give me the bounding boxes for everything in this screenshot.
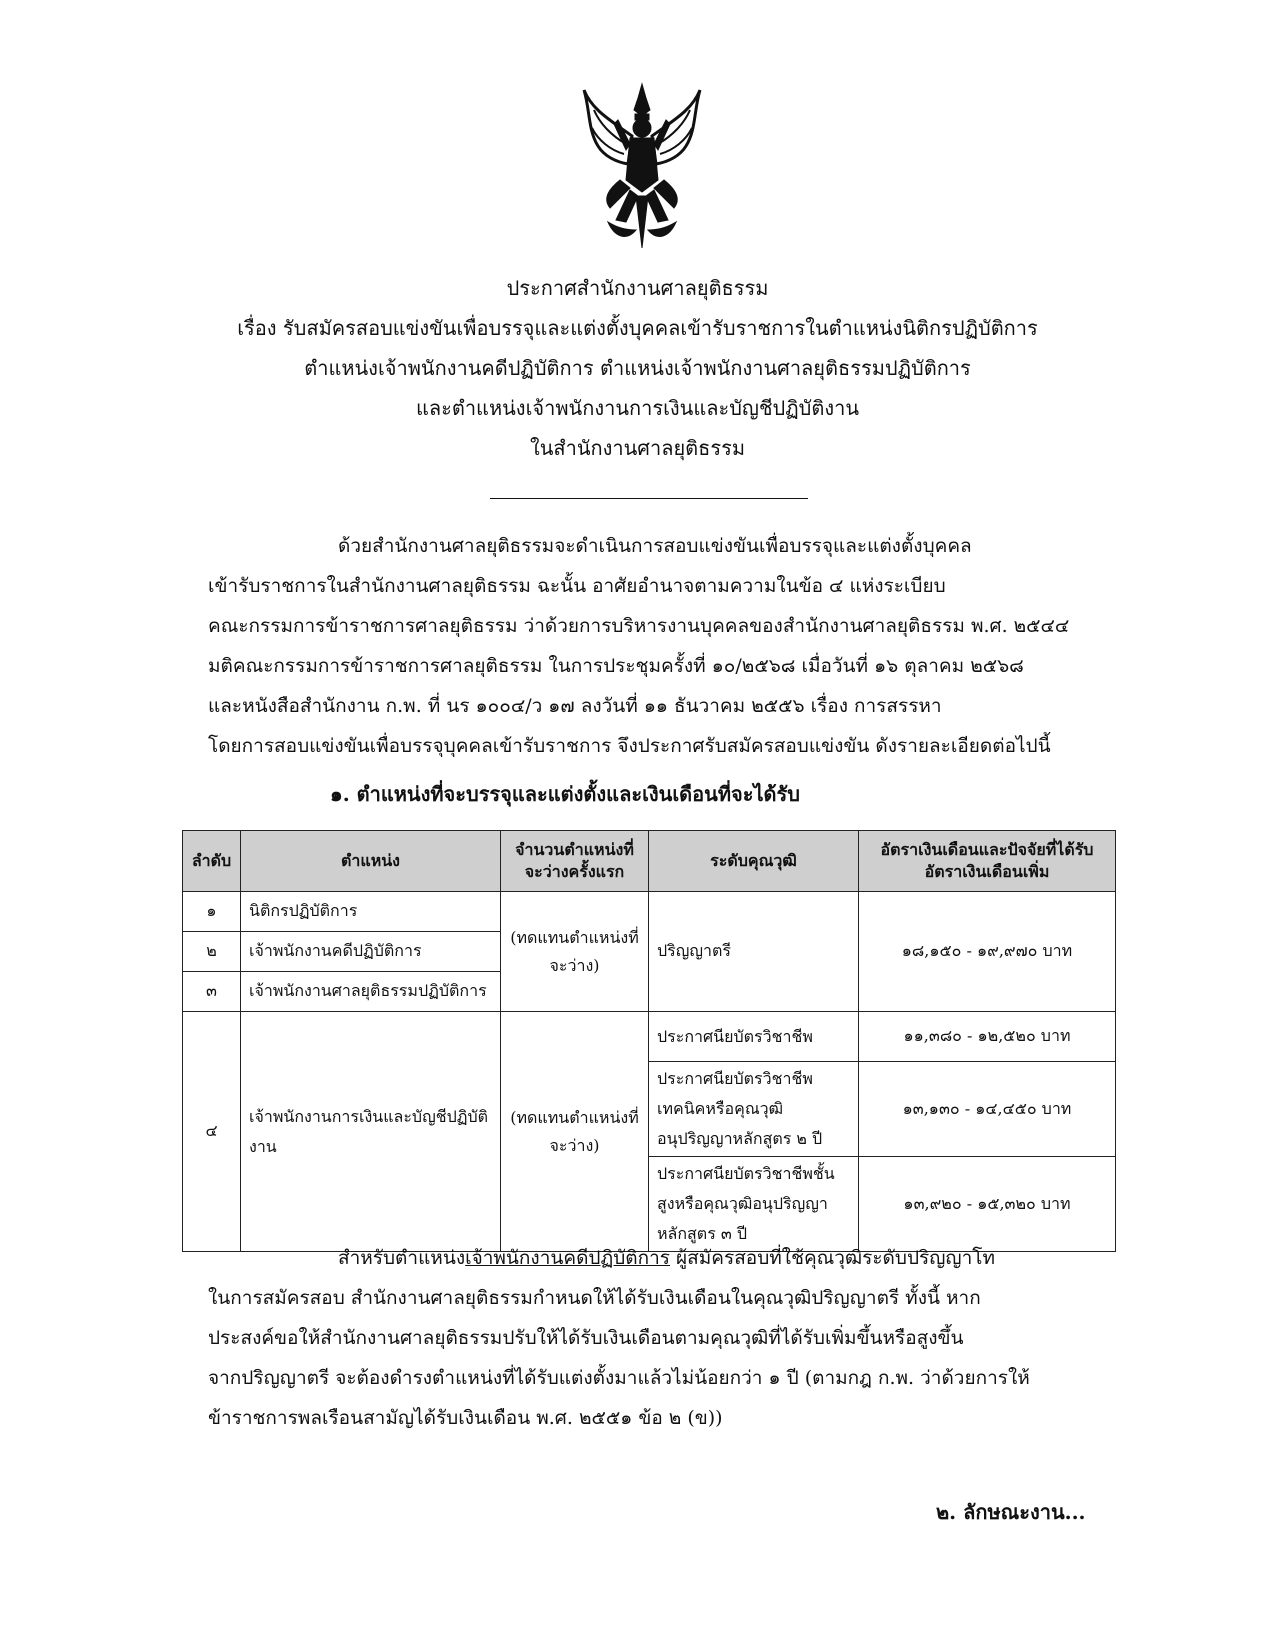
row-no: ๓ [183, 972, 241, 1012]
table-row [183, 892, 1116, 932]
header-no: ลำดับ [183, 831, 241, 892]
title-line: เรื่อง รับสมัครสอบแข่งขันเพื่อบรรจุและแต่งตั้งบุคคลเข้ารับราชการในตำแหน่งนิติกรปฏิบัติการ [237, 316, 1038, 340]
intro-line: ด้วยสำนักงานศาลยุติธรรมจะดำเนินการสอบแข่งขันเพื่อบรรจุและแต่งตั้งบุคคล [338, 535, 972, 557]
table-row [183, 1012, 1116, 1062]
row-position: นิติกรปฏิบัติการ [241, 892, 501, 932]
header-salary: อัตราเงินเดือนและปัจจัยที่ได้รับอัตราเงินเดือนเพิ่ม [859, 831, 1116, 892]
note-paragraph [208, 1238, 1088, 1438]
salary-cell: ๑๘,๑๕๐ - ๑๙,๙๗๐ บาท [859, 892, 1116, 1012]
qualification-cell: ประกาศนียบัตรวิชาชีพชั้นสูงหรือคุณวุฒิอนุปริญญาหลักสูตร ๓ ปี [649, 1157, 859, 1252]
intro-line: คณะกรรมการข้าราชการศาลยุติธรรม ว่าด้วยการบริหารงานบุคคลของสำนักงานศาลยุติธรรม พ.ศ. ๒๕๔๔ [208, 615, 1070, 637]
next-section-continuation: ๒. ลักษณะงาน... [936, 1500, 1086, 1524]
vacancy-cell: (ทดแทนตำแหน่งที่จะว่าง) [501, 1012, 649, 1252]
salary-cell: ๑๑,๓๘๐ - ๑๒,๕๒๐ บาท [859, 1012, 1116, 1062]
section-1-heading: ๑. ตำแหน่งที่จะบรรจุและแต่งตั้งและเงินเดือนที่จะได้รับ [330, 782, 800, 806]
title-line: ตำแหน่งเจ้าพนักงานคดีปฏิบัติการ ตำแหน่งเจ้าพนักงานศาลยุติธรรมปฏิบัติการ [304, 356, 971, 380]
qualification-cell: ประกาศนียบัตรวิชาชีพ [649, 1012, 859, 1062]
header-position: ตำแหน่ง [241, 831, 501, 892]
positions-table [182, 830, 1116, 1252]
row-position: เจ้าพนักงานการเงินและบัญชีปฏิบัติงาน [241, 1012, 501, 1252]
qualification-cell: ปริญญาตรี [649, 892, 859, 1012]
intro-paragraph [208, 526, 1088, 766]
intro-line: โดยการสอบแข่งขันเพื่อบรรจุบุคคลเข้ารับราชการ จึงประกาศรับสมัครสอบแข่งขัน ดังรายละเอียดต่อไปนี้ [208, 735, 1051, 757]
note-line: ประสงค์ขอให้สำนักงานศาลยุติธรรมปรับให้ได้รับเงินเดือนตามคุณวุฒิที่ได้รับเพิ่มขึ้นหรือสูงขึ้น [208, 1327, 964, 1349]
salary-cell: ๑๓,๑๓๐ - ๑๔,๔๕๐ บาท [859, 1062, 1116, 1157]
intro-line: และหนังสือสำนักงาน ก.พ. ที่ นร ๑๐๐๔/ว ๑๗ ลงวันที่ ๑๑ ธันวาคม ๒๕๕๖ เรื่อง การสรรหา [208, 695, 942, 717]
row-position: เจ้าพนักงานคดีปฏิบัติการ [241, 932, 501, 972]
table-header-row [183, 831, 1116, 892]
salary-cell: ๑๓,๙๒๐ - ๑๕,๓๒๐ บาท [859, 1157, 1116, 1252]
note-line: ในการสมัครสอบ สำนักงานศาลยุติธรรมกำหนดให้ได้รับเงินเดือนในคุณวุฒิปริญญาตรี ทั้งนี้ หาก [208, 1287, 981, 1309]
row-no: ๒ [183, 932, 241, 972]
note-line1-rest: ผู้สมัครสอบที่ใช้คุณวุฒิระดับปริญญาโท [670, 1247, 995, 1269]
note-lead: สำหรับตำแหน่ง [338, 1247, 466, 1269]
note-line [208, 1238, 1088, 1278]
intro-line: เข้ารับราชการในสำนักงานศาลยุติธรรม ฉะนั้น อาศัยอำนาจตามความในข้อ ๔ แห่งระเบียบ [208, 575, 946, 597]
row-no: ๑ [183, 892, 241, 932]
garuda-emblem-icon [580, 80, 704, 250]
row-position: เจ้าพนักงานศาลยุติธรรมปฏิบัติการ [241, 972, 501, 1012]
announcement-title [0, 268, 1275, 468]
note-line: ข้าราชการพลเรือนสามัญได้รับเงินเดือน พ.ศ. ๒๕๕๑ ข้อ ๒ (ข)) [208, 1407, 723, 1429]
qualification-cell: ประกาศนียบัตรวิชาชีพเทคนิคหรือคุณวุฒิอนุปริญญาหลักสูตร ๒ ปี [649, 1062, 859, 1157]
vacancy-cell: (ทดแทนตำแหน่งที่จะว่าง) [501, 892, 649, 1012]
title-line: ในสำนักงานศาลยุติธรรม [529, 436, 746, 460]
title-line: และตำแหน่งเจ้าพนักงานการเงินและบัญชีปฏิบัติงาน [415, 396, 860, 420]
header-vacancies: จำนวนตำแหน่งที่จะว่างครั้งแรก [501, 831, 649, 892]
note-underlined-position: เจ้าพนักงานคดีปฏิบัติการ [465, 1247, 670, 1269]
header-qualification: ระดับคุณวุฒิ [649, 831, 859, 892]
row-no: ๔ [183, 1012, 241, 1252]
title-line: ประกาศสำนักงานศาลยุติธรรม [506, 276, 769, 300]
intro-line: มติคณะกรรมการข้าราชการศาลยุติธรรม ในการประชุมครั้งที่ ๑๐/๒๕๖๘ เมื่อวันที่ ๑๖ ตุลาคม ๒๕๖๘ [208, 655, 1024, 677]
title-divider [490, 498, 808, 499]
note-line: จากปริญญาตรี จะต้องดำรงตำแหน่งที่ได้รับแต่งตั้งมาแล้วไม่น้อยกว่า ๑ ปี (ตามกฎ ก.พ. ว่าด้วยการให้ [208, 1367, 1030, 1389]
